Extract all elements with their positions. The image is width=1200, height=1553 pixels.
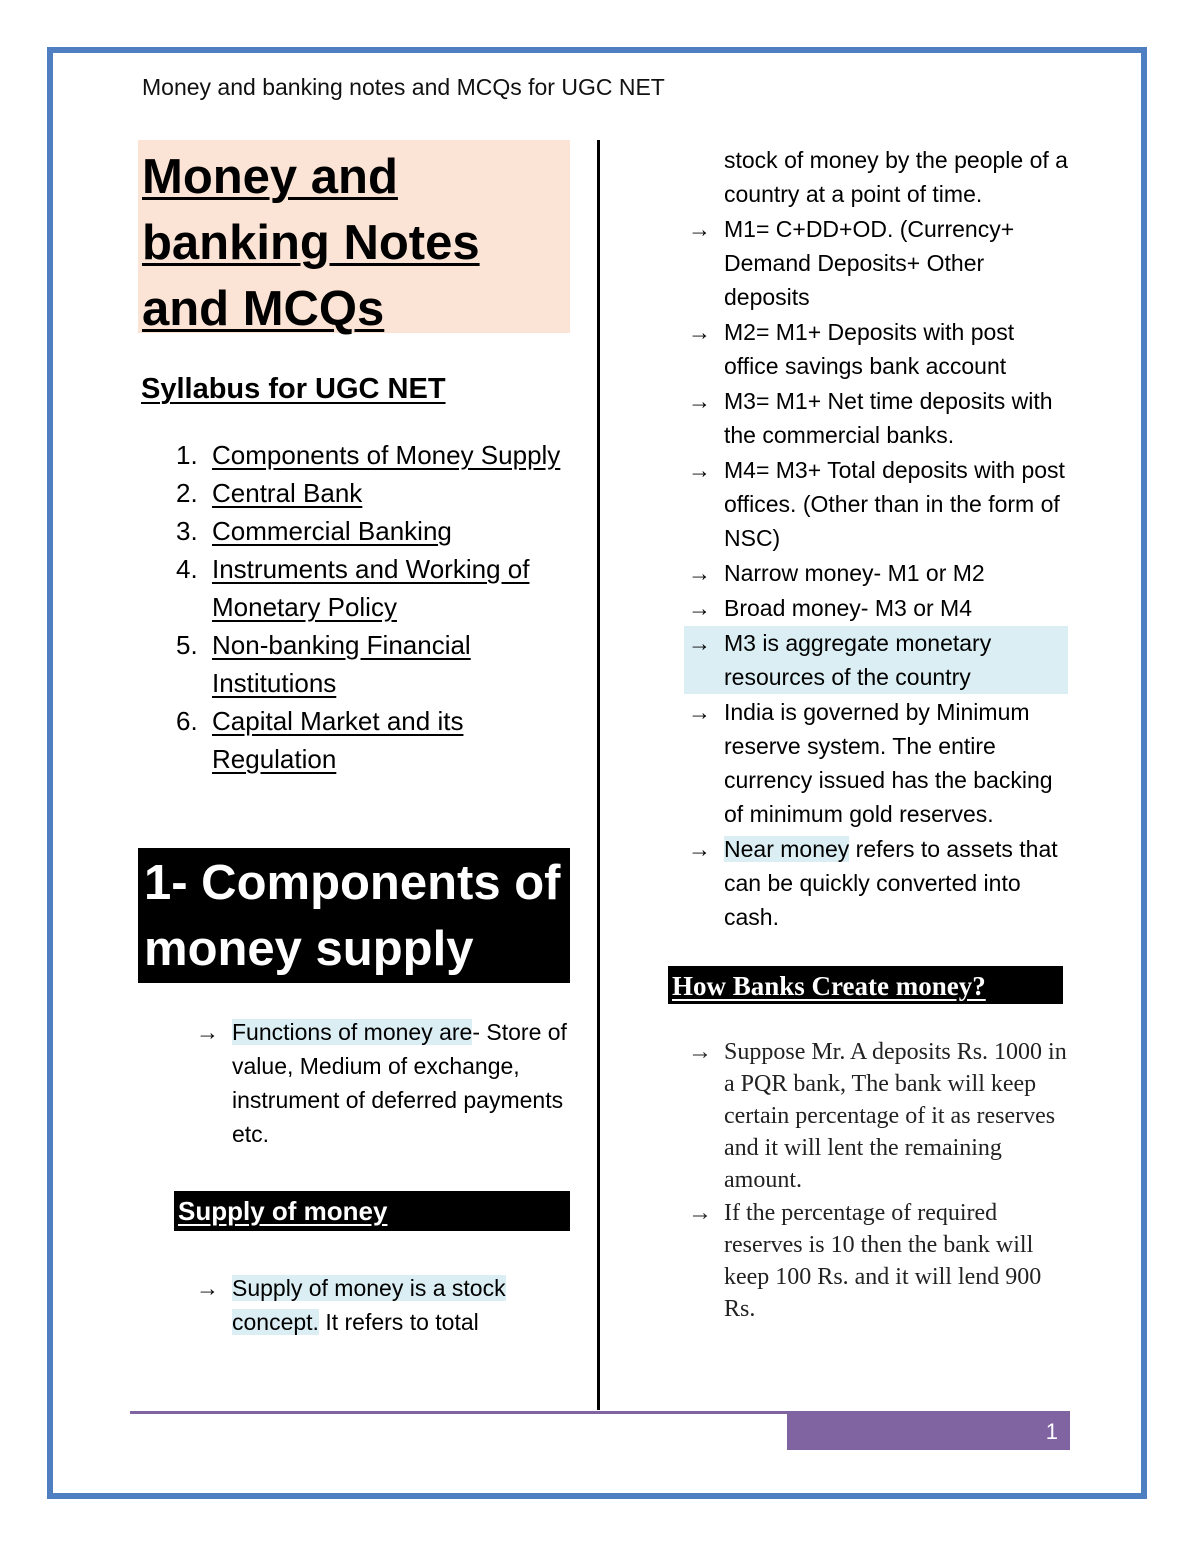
- money-supply-list: [668, 143, 1068, 934]
- section-heading-line: money supply: [144, 922, 474, 976]
- item-number: 5.: [176, 630, 198, 660]
- supply-list: [196, 1271, 570, 1339]
- item-number: 4.: [176, 554, 198, 584]
- banks-heading-box: [668, 966, 1063, 1004]
- list-item: [668, 453, 1068, 555]
- arrow-icon: →: [688, 319, 711, 345]
- list-item: [196, 1271, 570, 1339]
- highlighted-text: Near money: [724, 836, 850, 862]
- arrow-icon: →: [688, 836, 711, 862]
- list-item: [668, 315, 1068, 383]
- syllabus-link[interactable]: Central Bank: [212, 478, 363, 508]
- syllabus-link[interactable]: Components of Money Supply: [212, 440, 561, 470]
- item-text: M2= M1+ Deposits with post office savings bank account: [724, 319, 1015, 379]
- syllabus-link[interactable]: Commercial Banking: [212, 516, 452, 546]
- item-text: refers to assets that can be quickly converted into cash.: [724, 836, 1058, 930]
- title-line: Money and: [142, 150, 398, 204]
- list-item: [668, 384, 1068, 452]
- subheading-box: [174, 1191, 570, 1231]
- list-item: [196, 1015, 570, 1151]
- syllabus-link[interactable]: Non-banking Financial Institutions: [212, 630, 471, 698]
- item-text: Broad money- M3 or M4: [724, 595, 972, 621]
- subheading: Supply of money: [178, 1196, 388, 1226]
- arrow-icon: →: [688, 595, 711, 621]
- document-title: [142, 144, 564, 342]
- item-text: If the percentage of required reserves is 10 then the bank will keep 100 Rs. and it will lend 900 Rs.: [724, 1200, 1042, 1322]
- item-text: India is governed by Minimum reserve system. The entire currency issued has the backing of minimum gold reserves.: [724, 699, 1053, 827]
- right-column: [668, 140, 1068, 1325]
- item-number: 3.: [176, 516, 198, 546]
- page-header: Money and banking notes and MCQs for UGC NET: [142, 74, 665, 100]
- arrow-icon: →: [688, 560, 711, 586]
- list-item: [668, 556, 1068, 590]
- arrow-icon: →: [688, 1039, 712, 1065]
- highlighted-text: Functions of money are: [232, 1019, 473, 1045]
- page-number-box: [787, 1414, 1070, 1450]
- arrow-icon: →: [196, 1275, 219, 1301]
- banks-heading: How Banks Create money?: [672, 971, 986, 1001]
- item-text: stock of money by the people of a country at a point of time.: [724, 147, 1068, 207]
- item-number: 6.: [176, 706, 198, 736]
- highlighted-text: Supply of money is a stock concept.: [232, 1275, 506, 1335]
- item-text: M1= C+DD+OD. (Currency+ Demand Deposits+ Other deposits: [724, 216, 1015, 310]
- item-text: M4= M3+ Total deposits with post offices. (Other than in the form of NSC): [724, 457, 1065, 551]
- column-divider: [597, 140, 600, 1410]
- arrow-icon: →: [688, 699, 711, 725]
- title-line: banking Notes: [142, 216, 480, 270]
- section-heading-line: 1- Components of: [144, 856, 561, 910]
- syllabus-list: [138, 436, 570, 778]
- functions-list: [196, 1015, 570, 1151]
- item-text: - Store of value, Medium of exchange, instrument of deferred payments etc.: [232, 1019, 567, 1147]
- item-text: M3= M1+ Net time deposits with the commercial banks.: [724, 388, 1053, 448]
- syllabus-item[interactable]: [138, 436, 570, 474]
- title-box: [138, 140, 570, 336]
- section-heading-box: [138, 848, 570, 983]
- list-item: [668, 1036, 1068, 1196]
- syllabus-item[interactable]: [138, 702, 570, 778]
- arrow-icon: →: [688, 388, 711, 414]
- item-number: 1.: [176, 440, 198, 470]
- arrow-icon: →: [688, 216, 711, 242]
- syllabus-link[interactable]: Capital Market and its Regulation: [212, 706, 464, 774]
- item-text: Suppose Mr. A deposits Rs. 1000 in a PQR bank, The bank will keep certain percentage of it as reserves and it will lent the remaining amount.: [724, 1039, 1067, 1193]
- item-number: 2.: [176, 478, 198, 508]
- syllabus-heading: Syllabus for UGC NET: [141, 373, 446, 405]
- syllabus-item[interactable]: [138, 474, 570, 512]
- item-text: Narrow money- M1 or M2: [724, 560, 985, 586]
- item-text: M3 is aggregate monetary resources of the country: [724, 630, 992, 690]
- arrow-icon: →: [196, 1019, 219, 1045]
- page-number: 1: [1045, 1419, 1058, 1444]
- arrow-icon: →: [688, 1200, 712, 1226]
- list-item: [668, 212, 1068, 314]
- item-text: It refers to total: [318, 1309, 479, 1335]
- continuation-text: [668, 143, 1068, 211]
- section-heading: [144, 850, 564, 982]
- highlighted-list-item: [684, 626, 1068, 694]
- banks-list: [668, 1036, 1068, 1325]
- list-item: [668, 591, 1068, 625]
- syllabus-item[interactable]: [138, 512, 570, 550]
- arrow-icon: →: [688, 630, 711, 656]
- left-column: [138, 140, 570, 1339]
- syllabus-item[interactable]: [138, 550, 570, 626]
- syllabus-item[interactable]: [138, 626, 570, 702]
- list-item: [668, 1197, 1068, 1325]
- title-line: and MCQs: [142, 282, 385, 336]
- list-item: [668, 695, 1068, 831]
- arrow-icon: →: [688, 457, 711, 483]
- syllabus-link[interactable]: Instruments and Working of Monetary Policy: [212, 554, 530, 622]
- list-item: [668, 832, 1068, 934]
